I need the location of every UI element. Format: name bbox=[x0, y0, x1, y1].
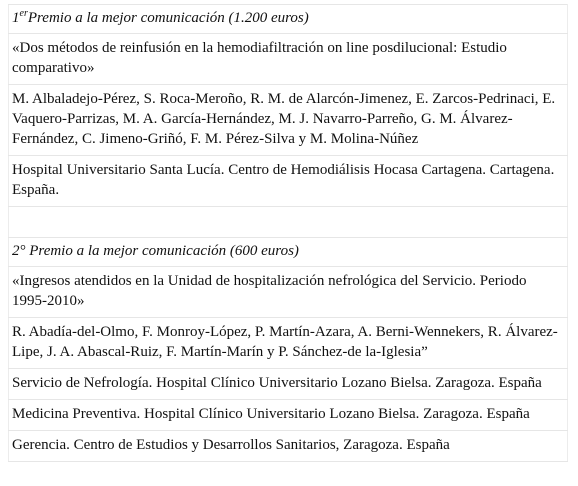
award-2-affiliation-row bbox=[9, 369, 568, 400]
award-1-title: «Dos métodos de reinfusión en la hemodiafiltración on line posdilucional: Estudio comparativo» bbox=[9, 34, 568, 85]
award-1-heading-text: Premio a la mejor comunicación (1.200 euros) bbox=[27, 10, 309, 26]
award-2-affiliation-3: Gerencia. Centro de Estudios y Desarrollos Sanitarios, Zaragoza. España bbox=[9, 431, 568, 462]
award-1-title-row bbox=[9, 34, 568, 85]
spacer-row bbox=[9, 207, 568, 238]
award-1-rank-suffix: er bbox=[19, 8, 28, 19]
award-2-title: «Ingresos atendidos en la Unidad de hospitalización nefrológica del Servicio. Periodo 1995-2010» bbox=[9, 267, 568, 318]
award-1-rank: 1 bbox=[12, 10, 20, 26]
award-2-affiliation-2: Medicina Preventiva. Hospital Clínico Universitario Lozano Bielsa. Zaragoza. España bbox=[9, 400, 568, 431]
awards-table-container bbox=[8, 4, 568, 462]
award-2-authors-row bbox=[9, 318, 568, 369]
award-1-affiliation-row bbox=[9, 156, 568, 207]
award-1-affiliation: Hospital Universitario Santa Lucía. Centro de Hemodiálisis Hocasa Cartagena. Cartagena. España. bbox=[9, 156, 568, 207]
award-2-title-row bbox=[9, 267, 568, 318]
award-2-heading-row bbox=[9, 238, 568, 267]
award-2-authors: R. Abadía-del-Olmo, F. Monroy-López, P. Martín-Azara, A. Berni-Wennekers, R. Álvarez-Lipe, J. A. Abascal-Ruiz, F. Martín-Marín y P. Sánchez-de la-Iglesia” bbox=[9, 318, 568, 369]
award-1-authors-row bbox=[9, 85, 568, 156]
spacer-cell bbox=[9, 207, 568, 238]
award-2-affiliation-row bbox=[9, 400, 568, 431]
awards-table bbox=[8, 4, 568, 462]
award-1-heading-row bbox=[9, 5, 568, 34]
award-1-authors: M. Albaladejo-Pérez, S. Roca-Meroño, R. M. de Alarcón-Jimenez, E. Zarcos-Pedrinaci, E. Vaquero-Parrizas, M. A. García-Hernández, M. J. Navarro-Parreño, G. M. Álvarez-Fernández, C. Jimeno-Griñó, F. M. Pérez-Silva y M. Molina-Núñez bbox=[9, 85, 568, 156]
award-2-heading: 2° Premio a la mejor comunicación (600 euros) bbox=[9, 238, 568, 267]
award-2-affiliation-1: Servicio de Nefrología. Hospital Clínico Universitario Lozano Bielsa. Zaragoza. España bbox=[9, 369, 568, 400]
award-2-affiliation-row bbox=[9, 431, 568, 462]
award-1-heading bbox=[9, 5, 568, 34]
